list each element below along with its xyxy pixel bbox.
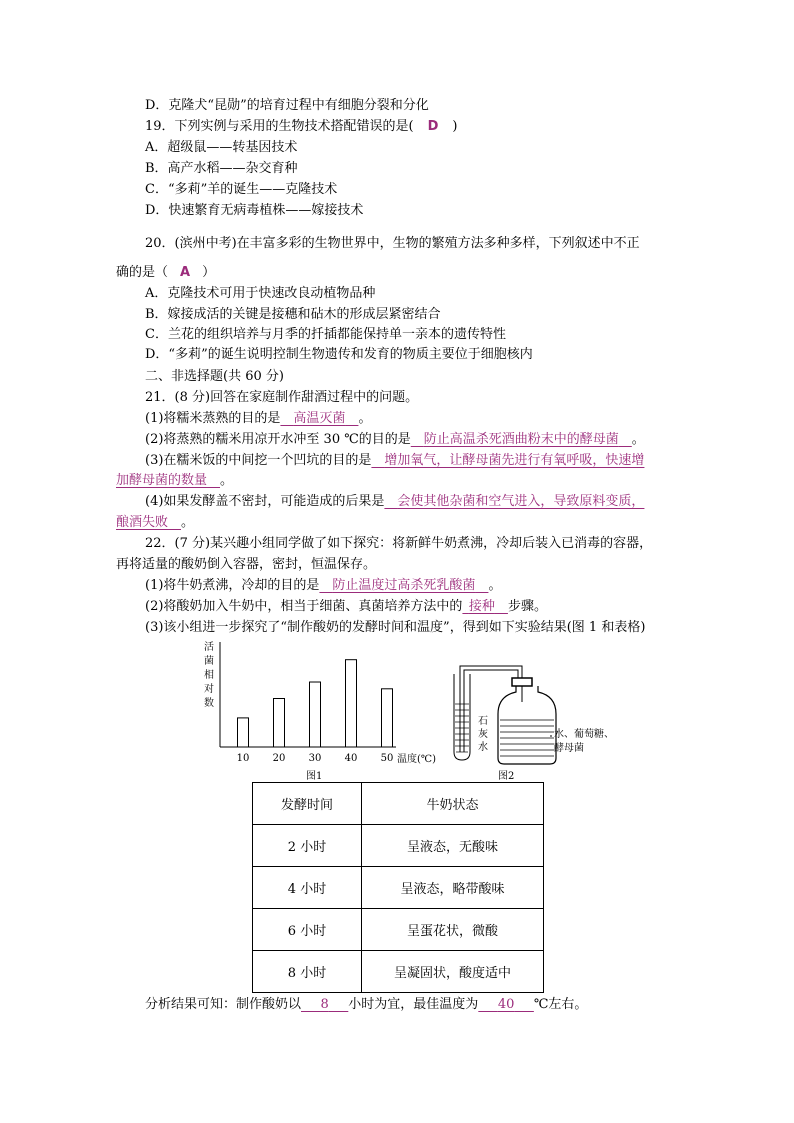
q21-part3-cont [116, 472, 233, 490]
x-tick-label-10: 10 [236, 753, 250, 764]
q20-option-c: C．兰花的组织培养与月季的扦插都能保持单一亲本的遗传特性 [145, 327, 506, 342]
q22-part1-answer-text: 防止温度过高杀死乳酸菌 [332, 578, 476, 593]
q21-part3-answer-2 [116, 473, 220, 488]
test-tube [454, 674, 470, 760]
q22-part2-end: 步骤。 [507, 599, 547, 614]
q20-option-b: B．嫁接成活的关键是接穗和砧木的形成层紧密结合 [145, 307, 441, 322]
solution-label-2: 酵母菌 [554, 743, 584, 754]
q19-stem-text: 19．下列实例与采用的生物技术搭配错误的是( [145, 119, 414, 134]
x-tick-label-40: 40 [344, 753, 358, 764]
conclusion-answer-hours [301, 997, 348, 1012]
q21-part4 [145, 493, 644, 511]
bar-10 [238, 718, 249, 747]
table-cell: 6 小时 [253, 909, 362, 951]
q21-part2-answer [411, 432, 632, 447]
q22-part2-text: (2)将酸奶加入牛奶中，相当于细菌、真菌培养方法中的 [145, 599, 463, 614]
figure1-y-axis-label [204, 641, 214, 709]
q22-conclusion [145, 996, 587, 1014]
table-cell: 2 小时 [253, 825, 362, 867]
conclusion-answer-temp-text: 40 [497, 997, 515, 1012]
q21-part3-text: (3)在糯米饭的中间挖一个凹坑的目的是 [145, 453, 372, 468]
q22-stem-line1: 22．(7 分)某兴趣小组同学做了如下探究：将新鲜牛奶煮沸，冷却后装入已消毒的容器， [145, 536, 653, 551]
y-axis-label-char: 数 [204, 698, 214, 709]
y-axis-label-char: 相 [204, 670, 214, 681]
figure1-x-axis-label: 温度(℃) [397, 754, 436, 765]
bar-50 [382, 689, 393, 747]
figure2-caption: 图2 [498, 771, 515, 782]
table-row [253, 825, 544, 867]
limewater-label-2: 灰 [478, 729, 488, 740]
q21-part1 [145, 410, 371, 428]
table-cell: 呈液态，略带酸味 [362, 867, 544, 909]
q21-part1-answer-text: 高温灭菌 [293, 411, 346, 426]
q19-option-b: B．高产水稻——杂交育种 [145, 161, 298, 176]
limewater-label-3: 水 [478, 742, 488, 753]
table-cell: 8 小时 [253, 951, 362, 993]
q21-part4-answer-2-text: 酿酒失败 [116, 515, 169, 530]
y-axis-label-char: 菌 [204, 656, 214, 667]
q21-part4-answer-1 [384, 494, 644, 509]
q21-part2-text: (2)将蒸熟的糯米用凉开水冲至 30 ℃的目的是 [145, 432, 411, 447]
q21-part4-end: 。 [181, 515, 195, 530]
table-header-cell: 发酵时间 [253, 783, 362, 825]
q22-stem-line2: 再将适量的酸奶倒入容器，密封，恒温保存。 [116, 557, 377, 572]
conclusion-answer-hours-text: 8 [320, 997, 329, 1012]
table-header-row [253, 783, 544, 825]
table-header-cell: 牛奶状态 [362, 783, 544, 825]
figure1-bar-chart [196, 638, 456, 782]
q21-part1-answer [280, 411, 358, 426]
q22-part2-answer-text: 接种 [468, 599, 495, 614]
q21-part4-cont [116, 514, 194, 532]
figure2-apparatus [446, 656, 646, 782]
q20-stem-line1: 20．(滨州中考)在丰富多彩的生物世界中，生物的繁殖方法多种多样，下列叙述中不正 [145, 236, 640, 251]
conclusion-text-1: 分析结果可知：制作酸奶以 [145, 997, 302, 1012]
section-title: 二、非选择题(共 60 分) [145, 369, 284, 384]
table-row [253, 909, 544, 951]
fermentation-bottle [498, 686, 556, 764]
conclusion-answer-temp [478, 997, 534, 1012]
solution-label-1: 水、葡萄糖、 [554, 729, 614, 740]
q21-part3-answer-1-text: 增加氧气，让酵母菌先进行有氧呼吸，快速增 [384, 453, 645, 468]
q18-option-d: D．克隆犬“昆勋”的培育过程中有细胞分裂和分化 [145, 98, 429, 113]
q22-part1 [145, 577, 501, 595]
conclusion-text-3: ℃左右。 [533, 997, 588, 1012]
q21-stem: 21．(8 分)回答在家庭制作甜酒过程中的问题。 [145, 390, 419, 405]
results-table [252, 782, 544, 993]
q22-part3: (3)该小组进一步探究了“制作酸奶的发酵时间和温度”，得到如下实验结果(图 1 和表格) [145, 620, 646, 635]
q19-option-d: D．快速繁育无病毒植株——嫁接技术 [145, 203, 364, 218]
q21-part3 [145, 452, 644, 470]
table-cell: 呈凝固状，酸度适中 [362, 951, 544, 993]
q21-part1-end: 。 [358, 411, 372, 426]
q20-option-d: D．“多莉”的诞生说明控制生物遗传和发育的物质主要位于细胞核内 [145, 347, 533, 362]
q22-part1-end: 。 [488, 578, 502, 593]
y-axis-label-char: 活 [204, 642, 214, 653]
bar-30 [310, 682, 321, 747]
table-cell: 呈蛋花状，微酸 [362, 909, 544, 951]
q22-part2 [145, 598, 547, 616]
q19-option-c: C．“多莉”羊的诞生——克隆技术 [145, 182, 338, 197]
x-tick-label-50: 50 [380, 753, 394, 764]
q19-answer: D [427, 119, 439, 134]
x-tick-label-20: 20 [272, 753, 286, 764]
table-row [253, 951, 544, 993]
q22-part1-answer [319, 578, 488, 593]
q20-stem-line2 [116, 264, 215, 282]
table-cell: 呈液态，无酸味 [362, 825, 544, 867]
q22-part1-text: (1)将牛奶煮沸，冷却的目的是 [145, 578, 320, 593]
q21-part2 [145, 431, 645, 449]
q20-stem-close: ） [202, 265, 216, 280]
q21-part3-end: 。 [220, 473, 234, 488]
q20-option-a: A．克隆技术可用于快速改良动植物品种 [145, 286, 376, 301]
q19-stem-close: ) [452, 119, 458, 134]
bottle-stopper [512, 678, 532, 686]
q19-stem [145, 118, 458, 136]
q21-part1-text: (1)将糯米蒸熟的目的是 [145, 411, 281, 426]
q19-option-a: A．超级鼠——转基因技术 [145, 140, 298, 155]
q21-part4-answer-1-text: 会使其他杂菌和空气进入，导致原料变质， [397, 494, 645, 509]
y-axis-label-char: 对 [204, 684, 214, 695]
figure1-caption: 图1 [306, 771, 323, 782]
q21-part3-answer-2-text: 加酵母菌的数量 [116, 473, 208, 488]
q21-part3-answer-1 [371, 453, 644, 468]
q21-part2-answer-text: 防止高温杀死酒曲粉末中的酵母菌 [423, 432, 619, 447]
q21-part4-text: (4)如果发酵盖不密封，可能造成的后果是 [145, 494, 385, 509]
q21-part4-answer-2 [116, 515, 181, 530]
q20-answer: A [180, 265, 191, 280]
q20-stem-text: 确的是（ [116, 265, 169, 280]
bar-40 [346, 660, 357, 747]
q21-part2-end: 。 [631, 432, 645, 447]
table-row [253, 867, 544, 909]
table-cell: 4 小时 [253, 867, 362, 909]
x-tick-label-30: 30 [308, 753, 322, 764]
limewater-label-1: 石 [478, 716, 488, 727]
bar-20 [274, 699, 285, 748]
conclusion-text-2: 小时为宜，最佳温度为 [348, 997, 479, 1012]
q22-part2-answer [462, 599, 508, 614]
